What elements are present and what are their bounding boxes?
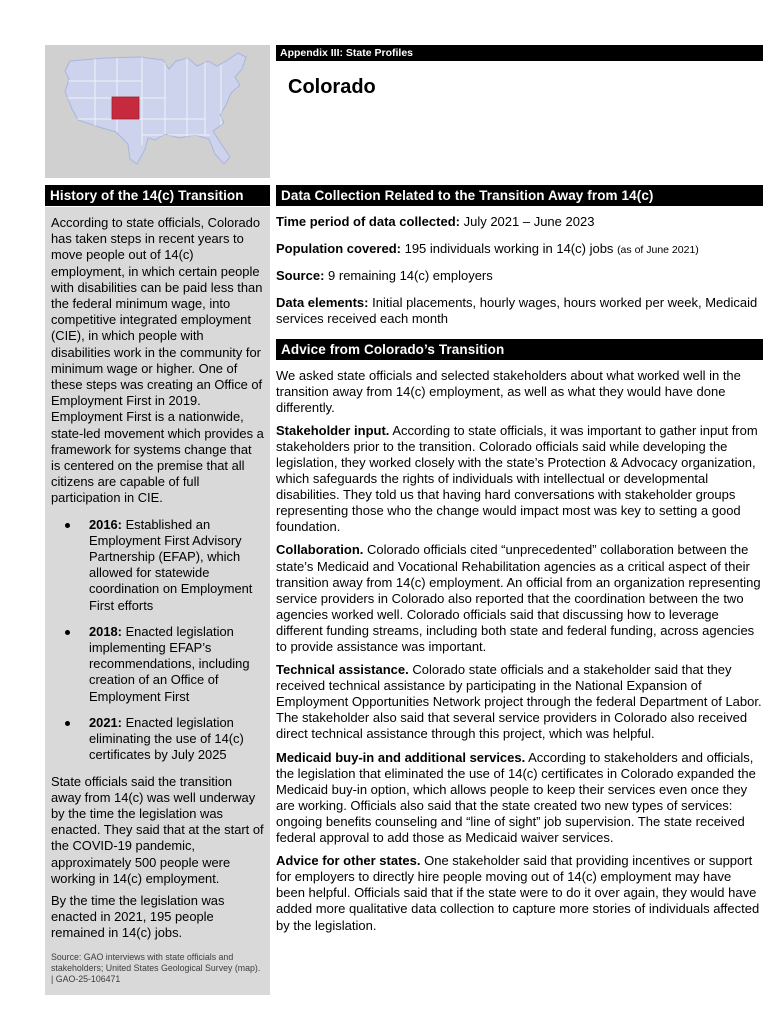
advice-section (276, 339, 763, 934)
advice-body (276, 368, 763, 934)
field-label: Time period of data collected: (276, 214, 460, 229)
bullet-year: 2018: (89, 623, 122, 639)
history-paragraph-3: By the time the legislation was enacted in 2021, 195 people remained in 14(c) jobs. (51, 892, 225, 941)
field-row-population (276, 241, 763, 259)
us-map (45, 45, 270, 178)
field-label: Data elements: (276, 294, 369, 310)
field-value: Initial placements, hourly wages, hours worked per week, Medicaid services received each month (276, 294, 758, 326)
paragraph-text: According to state officials, it was important to gather input from stakeholders prior to the transition. Colorado officials said while developing the legislation, they worked closely with the state’s Protection & Advocacy organization, which safeguards the rights of individuals with intellectual or developmental disabilities. They told us that having hard conversations with stakeholder groups representing those who the change would impact most was key to setting a good foundation. (276, 422, 758, 535)
history-body (45, 207, 270, 995)
advice-paragraph-collaboration (276, 542, 763, 655)
bullet-item-2018 (51, 624, 264, 705)
history-paragraph-2: State officials said the transition away from 14(c) was well underway by the time the legislation was enacted. They said that at the start of the COVID-19 pandemic, approximately 500 people were working in 14(c) employment. (51, 773, 264, 886)
paragraph-lead: Stakeholder input. (276, 422, 390, 438)
bullet-item-2021 (51, 715, 264, 764)
paragraph-text: According to stakeholders and officials, the legislation that eliminated the use of 14(c) certificates in Colorado expanded the Medicaid buy-in option, which allows people to keep their services even once they are working. Officials also said that the state created two new types of services: ongoing benefits counseling and “line of sight” job supervision. The state received federal approval to add those as Medicaid waiver services. (276, 749, 756, 846)
paragraph-lead: Collaboration. (276, 542, 364, 558)
history-header: History of the 14(c) Transition (45, 185, 270, 206)
bullet-year: 2016: (89, 516, 122, 532)
advice-paragraph-other-states (276, 853, 763, 933)
bullet-text: Established an Employment First Advisory Partnership (EFAP), which allowed for statewide coordination on Employment First efforts (89, 516, 253, 613)
advice-paragraph-medicaid-buy-in (276, 750, 763, 847)
colorado-state-highlight (112, 97, 139, 119)
appendix-banner: Appendix III: State Profiles (276, 45, 763, 61)
field-value: July 2021 – June 2023 (463, 214, 595, 229)
advice-paragraph-technical-assistance (276, 662, 763, 742)
paragraph-lead: Advice for other states. (276, 853, 421, 869)
field-row-time-period (276, 214, 763, 231)
bullet-year: 2021: (89, 714, 122, 730)
field-value: 195 individuals working in 14(c) jobs (404, 240, 614, 256)
field-label: Population covered: (276, 240, 401, 256)
field-value: 9 remaining 14(c) employers (328, 268, 493, 283)
field-row-data-elements (276, 295, 763, 328)
bullet-text: Enacted legislation eliminating the use of 14(c) certificates by July 2025 (89, 714, 244, 763)
right-column-main (276, 185, 763, 941)
data-collection-header: Data Collection Related to the Transition Away from 14(c) (276, 185, 763, 206)
paragraph-lead: Technical assistance. (276, 662, 409, 678)
us-map-graphic (45, 45, 270, 178)
source-note: Source: GAO interviews with state officials and stakeholders; United States Geological Survey (map). | GAO-25-106471 (51, 951, 261, 984)
field-label: Source: (276, 268, 325, 283)
paragraph-text: One stakeholder said that providing incentives or support for employers to directly hire people moving out of 14(c) employment may have been helpful. Officials said that if the state were to do it over again, they would have added more qualitative data collection to capture more stories of individuals affected by the legislation. (276, 853, 760, 933)
left-column (45, 45, 270, 995)
page-title: Colorado (288, 76, 376, 98)
bullet-item-2016 (51, 517, 264, 614)
advice-header: Advice from Colorado’s Transition (276, 339, 763, 360)
advice-intro: We asked state officials and selected stakeholders about what worked well in the transition away from 14(c) employment, as well as what they would have done differently. (276, 367, 741, 415)
bullet-text: Enacted legislation implementing EFAP’s recommendations, including creation of an Office of Employment First (89, 623, 250, 704)
history-paragraph-1: According to state officials, Colorado has taken steps in recent years to move people out of 14(c) employment, in which certain people with disabilities can be paid less than the federal minimum wage, into competitive integrated employment (CIE), in which people with disabilities work in the community for minimum wage or higher. One of these steps was creating an Office of Employment First in 2019. Employment First is a nationwide, state-led movement which provides a framework for systems change that is centered on the premise that all citizens are capable of full participation in CIE. (51, 215, 264, 506)
paragraph-text: Colorado officials cited “unprecedented” collaboration between the state’s Medicaid and Vocational Rehabilitation agencies as a critical aspect of their transition away from 14(c) employment. An official from an organization representing service providers in Colorado also reported that the coordination between the two agencies worked well. Colorado officials said that discussing how to leverage different funding streams, including both state and federal funding, across agencies to provide assistance was important. (276, 542, 761, 654)
paragraph-text: Colorado state officials and a stakeholder said that they received technical assistance by participating in the National Expansion of Employment Opportunities Network project through the federal Department of Labor. The stakeholder also said that several service providers in Colorado also received direct technical assistance through this project, which was helpful. (276, 662, 762, 742)
field-row-source (276, 268, 763, 285)
right-column (276, 45, 763, 1005)
history-bullet-list (51, 517, 264, 764)
advice-paragraph-stakeholder-input (276, 423, 763, 536)
data-collection-fields (276, 214, 763, 328)
field-note: (as of June 2021) (617, 243, 699, 256)
paragraph-lead: Medicaid buy-in and additional services. (276, 749, 526, 765)
